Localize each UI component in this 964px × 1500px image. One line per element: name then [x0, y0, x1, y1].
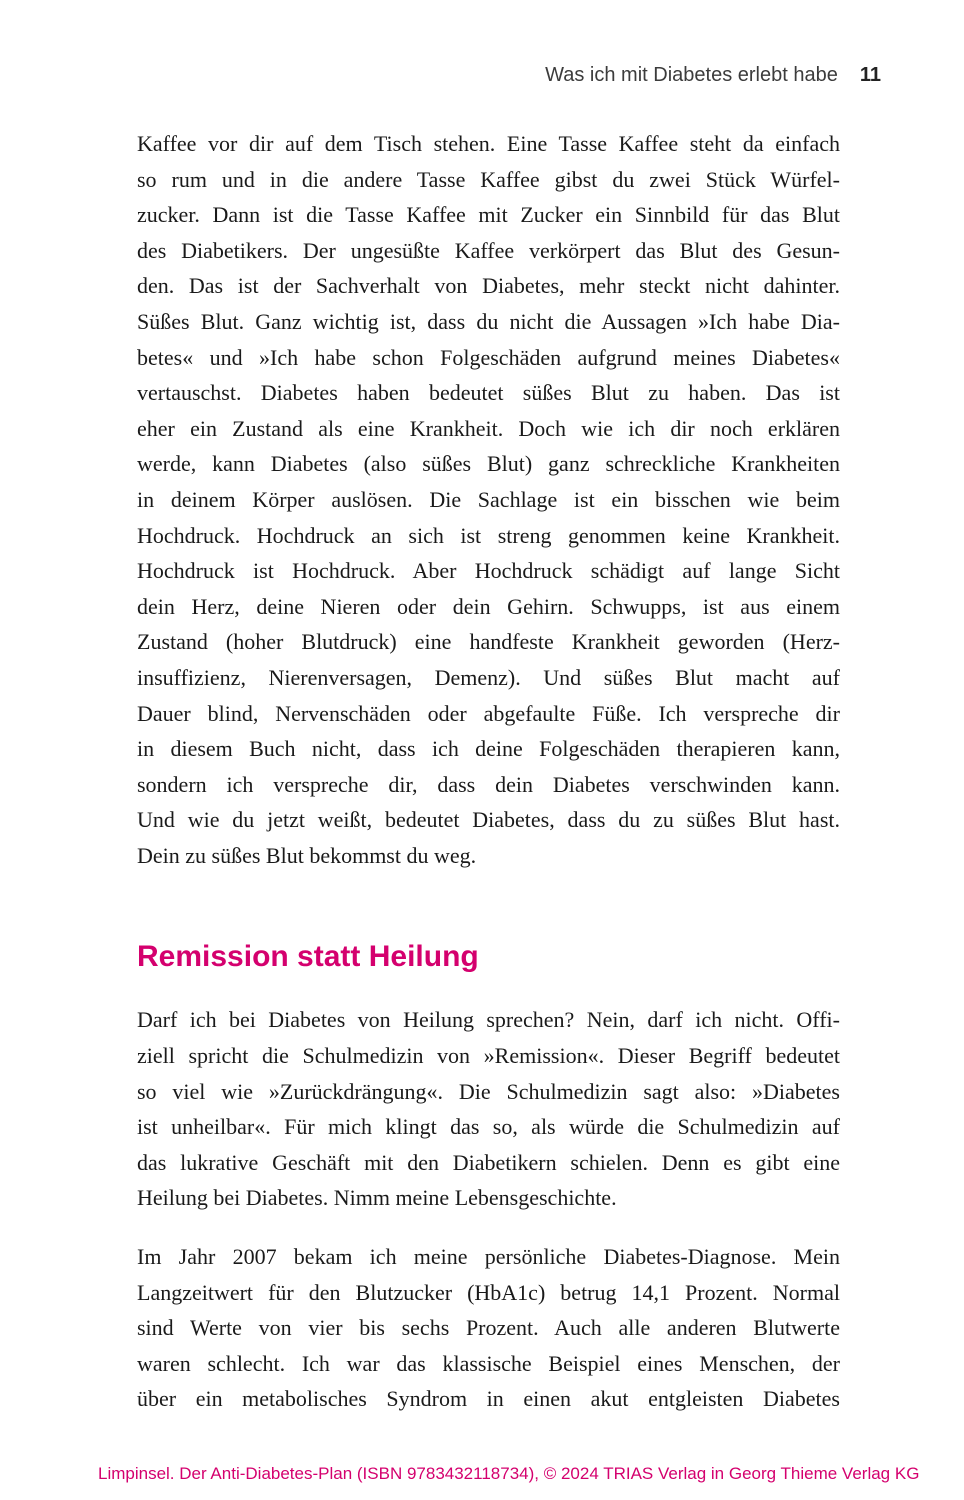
text-line: sind Werte von vier bis sechs Prozent. Auch alle anderen Blutwerte — [137, 1315, 840, 1341]
page-content — [137, 126, 840, 1417]
text-line: Darf ich bei Diabetes von Heilung sprechen? Nein, darf ich nicht. Offi- — [137, 1007, 840, 1033]
text-line: Hochdruck. Hochdruck an sich ist streng genommen keine Krankheit. — [137, 522, 840, 548]
text-line: so viel wie »Zurückdrängung«. Die Schulmedizin sagt also: »Diabetes — [137, 1078, 840, 1104]
text-line: so rum und in die andere Tasse Kaffee gibst du zwei Stück Würfel- — [137, 166, 840, 192]
text-line: in diesem Buch nicht, dass ich deine Folgeschäden therapieren kann, — [137, 736, 840, 762]
section-heading: Remission statt Heilung — [137, 940, 479, 974]
footer-credit: Limpinsel. Der Anti-Diabetes-Plan (ISBN 9783432118734), © 2024 TRIAS Verlag in Georg Thieme Verlag KG — [98, 1464, 920, 1483]
text-line: waren schlecht. Ich war das klassische Beispiel eines Menschen, der — [137, 1350, 840, 1376]
text-line: werde, kann Diabetes (also süßes Blut) ganz schreckliche Krankheiten — [137, 451, 840, 477]
chapter-title: Was ich mit Diabetes erlebt habe — [545, 64, 838, 86]
text-line: Dauer blind, Nervenschäden oder abgefaulte Füße. Ich verspreche dir — [137, 700, 840, 726]
text-line: dein Herz, deine Nieren oder dein Gehirn. Schwupps, ist aus einem — [137, 593, 840, 619]
text-line: Zustand (hoher Blutdruck) eine handfeste Krankheit geworden (Herz- — [137, 629, 840, 655]
text-line: den. Das ist der Sachverhalt von Diabetes, mehr steckt nicht dahinter. — [137, 273, 840, 299]
text-line: Kaffee vor dir auf dem Tisch stehen. Eine Tasse Kaffee steht da einfach — [137, 131, 840, 156]
text-line: Süßes Blut. Ganz wichtig ist, dass du nicht die Aussagen »Ich habe Dia- — [137, 308, 840, 334]
text-line: betes« und »Ich habe schon Folgeschäden aufgrund meines Diabetes« — [137, 344, 840, 370]
paragraph-intro — [137, 126, 840, 873]
text-line: insuffizienz, Nierenversagen, Demenz). Und süßes Blut macht auf — [137, 664, 840, 690]
text-line: Heilung bei Diabetes. Nimm meine Lebensgeschichte. — [137, 1185, 617, 1211]
paragraph-diagnosis — [137, 1239, 840, 1417]
text-line: ziell spricht die Schulmedizin von »Remission«. Dieser Begriff bedeutet — [137, 1043, 840, 1069]
text-line: eher ein Zustand als eine Krankheit. Doch wie ich dir noch erklären — [137, 415, 840, 441]
text-line: sondern ich verspreche dir, dass dein Diabetes verschwinden kann. — [137, 771, 840, 797]
text-line: in deinem Körper auslösen. Die Sachlage ist ein bisschen wie beim — [137, 486, 840, 512]
text-line: das lukrative Geschäft mit den Diabetikern schielen. Denn es gibt eine — [137, 1149, 840, 1175]
text-line: zucker. Dann ist die Tasse Kaffee mit Zucker ein Sinnbild für das Blut — [137, 202, 840, 228]
text-line: des Diabetikers. Der ungesüßte Kaffee verkörpert das Blut des Gesun- — [137, 237, 840, 263]
text-line: über ein metabolisches Syndrom in einen akut entgleisten Diabetes — [137, 1386, 840, 1412]
running-head — [137, 64, 881, 87]
text-line: Langzeitwert für den Blutzucker (HbA1c) betrug 14,1 Prozent. Normal — [137, 1279, 840, 1305]
page-number: 11 — [859, 64, 881, 86]
text-line: Und wie du jetzt weißt, bedeutet Diabetes, dass du zu süßes Blut hast. — [137, 807, 840, 833]
paragraph-remission — [137, 1002, 840, 1216]
text-line: Im Jahr 2007 bekam ich meine persönliche Diabetes-Diagnose. Mein — [137, 1244, 840, 1270]
text-line: vertauschst. Diabetes haben bedeutet süßes Blut zu haben. Das ist — [137, 380, 840, 406]
text-line: Dein zu süßes Blut bekommst du weg. — [137, 842, 477, 868]
text-line: Hochdruck ist Hochdruck. Aber Hochdruck schädigt auf lange Sicht — [137, 558, 840, 584]
text-line: ist unheilbar«. Für mich klingt das so, als würde die Schulmedizin auf — [137, 1114, 840, 1140]
